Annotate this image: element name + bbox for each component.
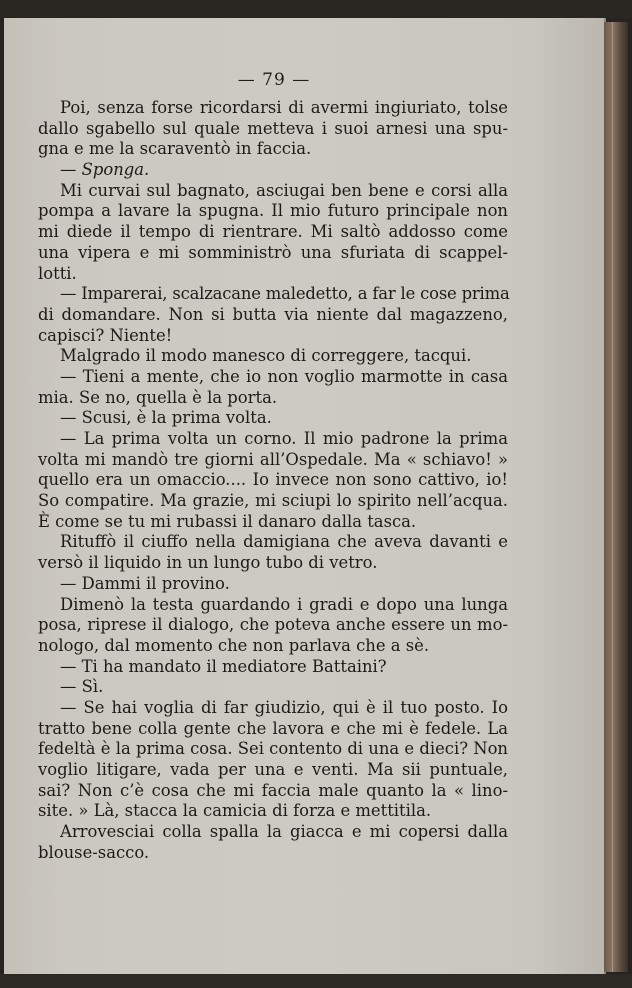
text-line: Rituffò il ciuffo nella damigiana che aveva davanti e (60, 532, 508, 552)
text-line: — Tieni a mente, che io non voglio marmotte in casa (60, 366, 508, 386)
text-line: — Scusi, è la prima volta. (60, 408, 272, 428)
text-line: pompa a lavare la spugna. Il mio futuro principale non (38, 201, 508, 221)
text-line: voglio litigare, vada per una e venti. Ma sii puntuale, (38, 760, 508, 779)
text-line: mi diede il tempo di rientrare. Mi saltò addosso come (38, 222, 508, 242)
text-line: — Ti ha mandato il mediatore Battaini? (60, 656, 387, 676)
text-line: lotti. (38, 263, 77, 283)
text-line: fedeltà è la prima cosa. Sei contento di una e dieci? Non (38, 739, 508, 759)
text-line: nologo, dal momento che non parlava che a sè. (38, 635, 430, 655)
text-line: site. » Là, stacca la camicia di forza e mettitila. (38, 801, 432, 821)
scan-top-border (0, 0, 632, 18)
text-line: blouse-sacco. (38, 842, 150, 862)
text-line: — La prima volta un corno. Il mio padrone la prima (60, 429, 508, 448)
text-line: — Dammi il provino. (60, 573, 230, 593)
text-line: sai? Non c’è cosa che mi faccia male quanto la « lino- (38, 780, 508, 800)
book-page-edge (604, 22, 628, 972)
text-line: Dimenò la testa guardando i gradi e dopo una lunga (60, 594, 508, 614)
text-line: posa, riprese il dialogo, che poteva anche essere un mo- (38, 615, 508, 635)
text-line: una vipera e mi somministrò una sfuriata di scappel- (38, 242, 508, 262)
text-line: capisci? Niente! (38, 325, 173, 345)
text-line: Mi curvai sul bagnato, asciugai ben bene e corsi alla (60, 180, 508, 200)
text-line: tratto bene colla gente che lavora e che mi è fedele. La (38, 718, 508, 738)
scan-bottom-border (0, 974, 632, 988)
text-line: Malgrado il modo manesco di correggere, tacqui. (60, 346, 472, 366)
body-text (38, 98, 508, 863)
text-line: È come se tu mi rubassi il danaro dalla tasca. (38, 511, 417, 531)
text-line: dallo sgabello sul quale metteva i suoi arnesi una spu- (38, 118, 508, 138)
text-line: — Se hai voglia di far giudizio, qui è il tuo posto. Io (60, 697, 508, 717)
text-line: So compatire. Ma grazie, mi sciupi lo spirito nell’acqua. (38, 491, 508, 511)
text-line: gna e me la scaraventò in faccia. (38, 139, 312, 159)
text-line: di domandare. Non si butta via niente dal magazzeno, (38, 304, 508, 324)
text-line: quello era un omaccio.... Io invece non sono cattivo, io! (38, 470, 508, 490)
text-line: — Sponga. (60, 160, 150, 180)
text-line: — Imparerai, scalzacane maledetto, a far le cose prima (60, 284, 510, 304)
text-line: mia. Se no, quella è la porta. (38, 387, 278, 407)
text-line: Arrovesciai colla spalla la giacca e mi copersi dalla (60, 822, 508, 842)
text-line: volta mi mandò tre giorni all’Ospedale. Ma « schiavo! » (38, 449, 508, 469)
text-line: versò il liquido in un lungo tubo di vetro. (38, 553, 378, 573)
text-line: — Sì. (60, 677, 104, 697)
page-number: — 79 — (237, 70, 311, 90)
text-line: Poi, senza forse ricordarsi di avermi ingiuriato, tolse (60, 98, 508, 117)
